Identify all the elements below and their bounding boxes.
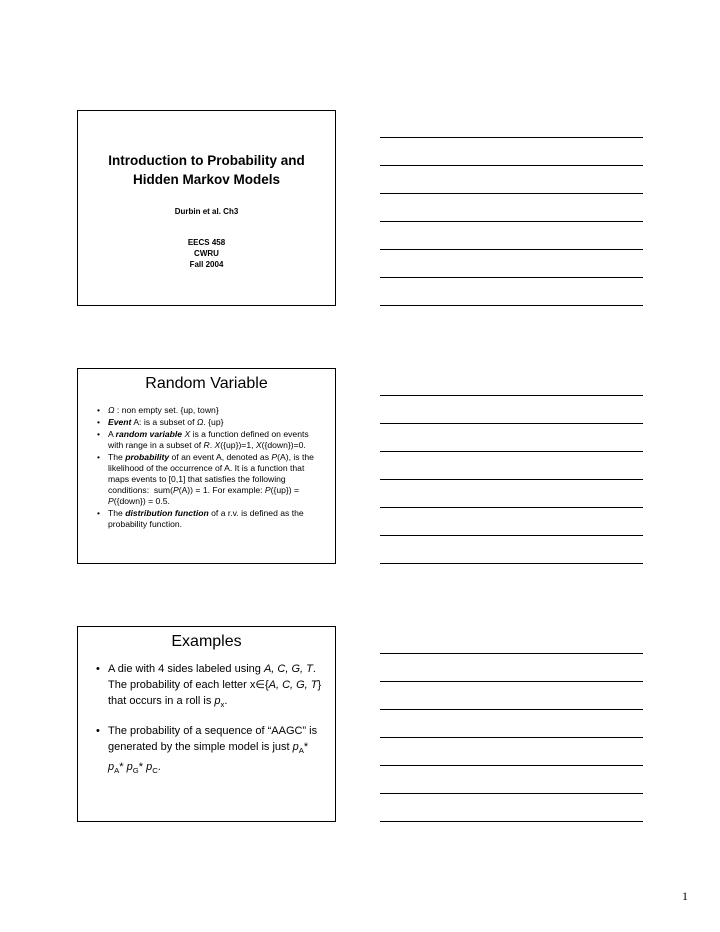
note-line [380,535,643,536]
slide-2 [77,368,336,564]
note-line [380,277,643,278]
course-school: CWRU [194,249,219,258]
slide-3-title: Examples [171,633,242,650]
note-line [380,737,643,738]
note-line [380,793,643,794]
list-item: • A die with 4 sides labeled using A, C, G, T. The probability of each letter x∈{A, C, G, T} that occurs in a roll is $p_x$. [108,661,323,713]
slide-3 [77,626,336,822]
note-line [380,395,643,396]
note-line [380,451,643,452]
note-line [380,681,643,682]
note-line [380,221,643,222]
note-line [380,765,643,766]
note-line [380,249,643,250]
note-line [380,709,643,710]
slide-1-subtitle: Durbin et al. Ch3 [174,207,239,216]
course-term: Fall 2004 [189,260,224,269]
slide-2-title: Random Variable [145,375,268,392]
slide-1-title: Introduction to Probability and Hidden Markov Models [108,153,305,187]
slide-2-bullet-list [78,405,335,531]
note-line [380,305,643,306]
list-item: • The probability of an event A, denoted as P(A), is the likelihood of the occurrence of A. It is a function that maps events to [0,1] that satisfies the following conditions: sum(P(A)) = 1. For example: P({up}) = P({down}) = 0.5. [108,452,319,507]
note-line [380,653,643,654]
note-line [380,423,643,424]
note-line [380,821,643,822]
course-number: EECS 458 [187,238,226,247]
slide-3-bullet-list [78,661,335,790]
list-item: • Event A: is a subset of Ω. {up} [108,417,319,428]
list-item: • A random variable X is a function defined on events with range in a subset of R. X({up})=1, X({down})=0. [108,429,319,451]
note-line [380,507,643,508]
note-line [380,165,643,166]
note-line [380,193,643,194]
note-line [380,137,643,138]
page-number: 1 [682,889,688,903]
slide-1-course-info [78,237,335,270]
list-item: • The probability of a sequence of “AAGC” is generated by the simple model is just $p_A*$ $p_A*$ $p_G*$ $p_C$. [108,723,323,779]
slide-1 [77,110,336,306]
note-line [380,479,643,480]
list-item: • Ω : non empty set. {up, town} [108,405,319,416]
list-item: • The distribution function of a r.v. is defined as the probability function. [108,508,319,530]
note-line [380,563,643,564]
